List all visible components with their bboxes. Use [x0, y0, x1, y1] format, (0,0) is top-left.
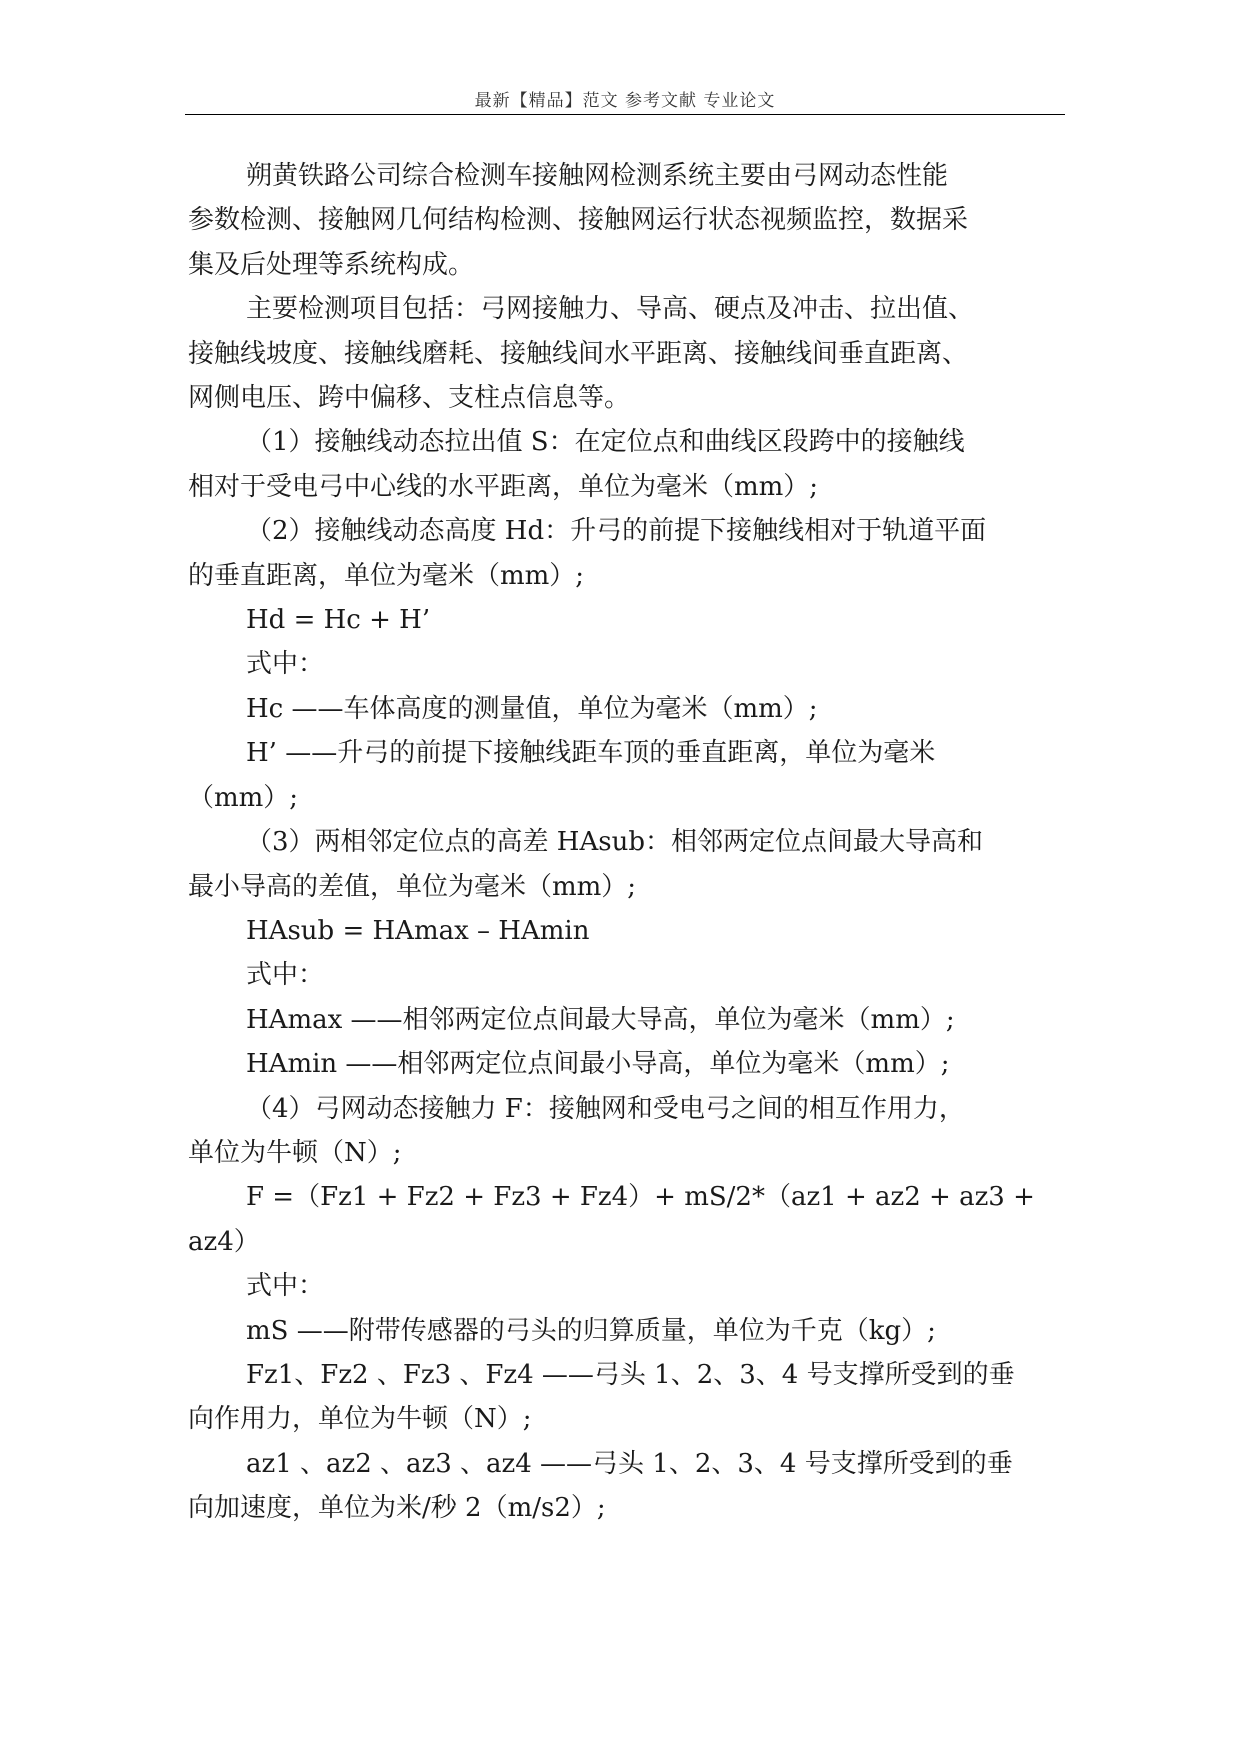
text-line: 集及后处理等系统构成。: [188, 249, 475, 280]
text-line: 式中：: [246, 649, 325, 680]
text-line: （1）接触线动态拉出值 S：在定位点和曲线区段跨中的接触线: [246, 427, 965, 458]
text-line: 接触线坡度、接触线磨耗、接触线间水平距离、接触线间垂直距离、: [188, 338, 969, 369]
page-header: 最新【精品】范文 参考文献 专业论文: [474, 91, 776, 111]
text-line: 朔黄铁路公司综合检测车接触网检测系统主要由弓网动态性能: [246, 161, 949, 191]
formula-line: Hd = Hc + H’: [246, 605, 431, 636]
document-body: [188, 154, 1068, 1531]
header-divider: [185, 114, 1065, 115]
text-line: HAmin ——相邻两定位点间最小导高，单位为毫米（mm）;: [246, 1049, 950, 1080]
formula-line: HAsub = HAmax – HAmin: [246, 915, 590, 946]
text-line: H’ ——升弓的前提下接触线距车顶的垂直距离，单位为毫米: [246, 738, 936, 769]
text-line: az1 、az2 、az3 、az4 ——弓头 1、2、3、4 号支撑所受到的垂: [246, 1448, 1013, 1479]
text-line: 最小导高的差值，单位为毫米（mm）;: [188, 871, 637, 902]
text-line: 的垂直距离，单位为毫米（mm）;: [188, 560, 585, 591]
formula-line: az4）: [188, 1226, 260, 1257]
text-line: 向作用力，单位为牛顿（N）;: [188, 1404, 532, 1435]
text-line: 网侧电压、跨中偏移、支柱点信息等。: [188, 383, 631, 414]
text-line: 参数检测、接触网几何结构检测、接触网运行状态视频监控，数据采: [188, 205, 969, 236]
text-line: （3）两相邻定位点的高差 HAsub：相邻两定位点间最大导高和: [246, 827, 983, 858]
text-line: mS ——附带传感器的弓头的归算质量，单位为千克（kg）;: [246, 1315, 936, 1346]
text-line: Hc ——车体高度的测量值，单位为毫米（mm）;: [246, 693, 818, 724]
formula-line: F =（Fz1 + Fz2 + Fz3 + Fz4）+ mS/2*（az1 + az2 + az3 +: [246, 1182, 1035, 1213]
text-line: Fz1、Fz2 、Fz3 、Fz4 ——弓头 1、2、3、4 号支撑所受到的垂: [246, 1359, 1015, 1390]
text-line: 相对于受电弓中心线的水平距离，单位为毫米（mm）;: [188, 471, 819, 502]
text-line: 向加速度，单位为米/秒 2（m/s2）;: [188, 1493, 606, 1524]
text-line: 式中：: [246, 960, 325, 991]
text-line: 单位为牛顿（N）;: [188, 1137, 402, 1168]
text-line: 主要检测项目包括：弓网接触力、导高、硬点及冲击、拉出值、: [246, 294, 975, 325]
text-line: （2）接触线动态高度 Hd：升弓的前提下接触线相对于轨道平面: [246, 516, 987, 547]
text-line: （4）弓网动态接触力 F：接触网和受电弓之间的相互作用力，: [246, 1093, 965, 1124]
text-line: （mm）;: [188, 782, 299, 813]
text-line: HAmax ——相邻两定位点间最大导高，单位为毫米（mm）;: [246, 1004, 955, 1035]
text-line: 式中：: [246, 1271, 325, 1302]
